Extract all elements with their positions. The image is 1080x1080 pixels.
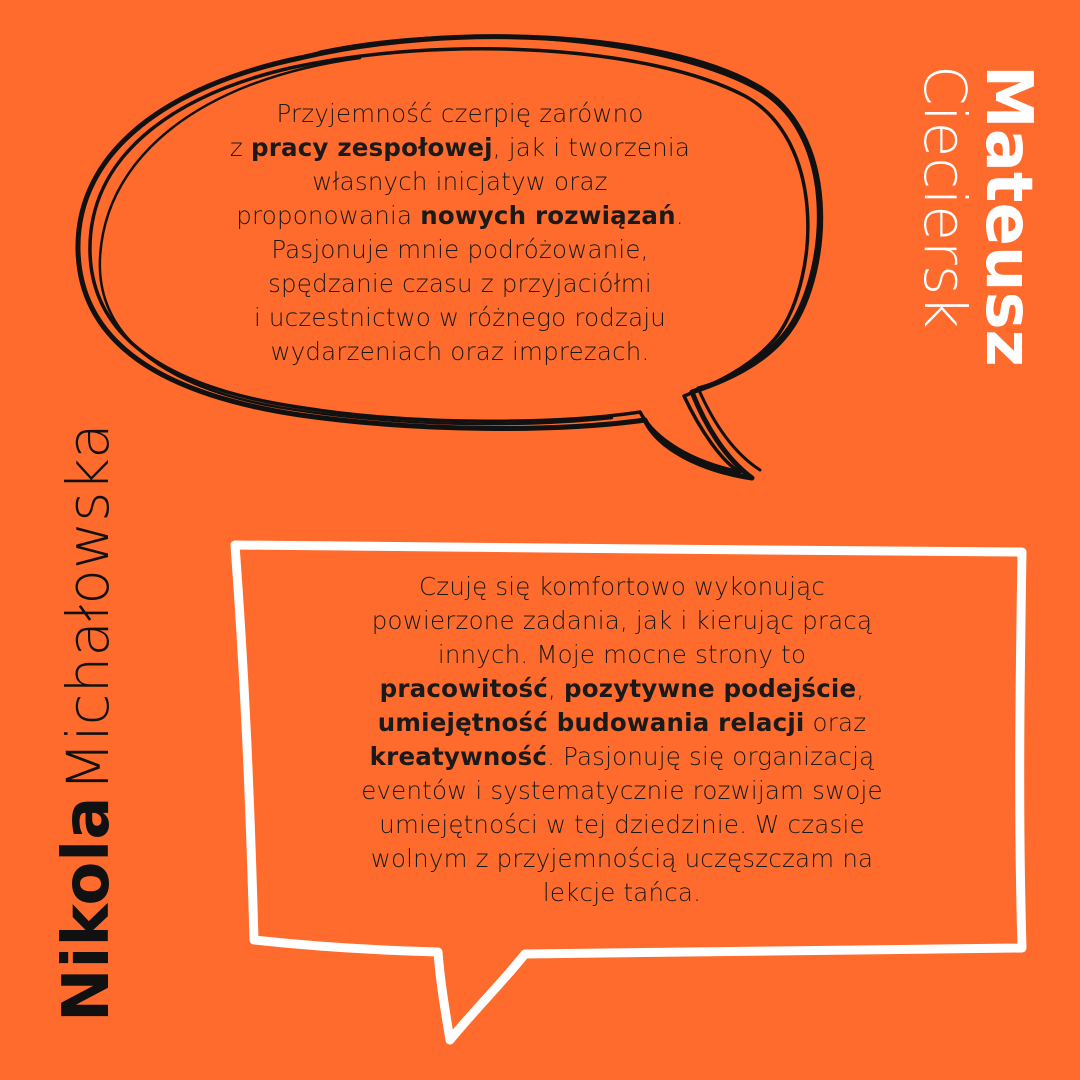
bio-line: proponowania nowych rozwiązań. xyxy=(236,201,684,230)
bio-line: umiejętności w tej dziedzinie. W czasie xyxy=(379,810,865,839)
bio-line: kreatywność. Pasjonuję się organizacją xyxy=(369,742,875,771)
bio-highlight: umiejętność budowania relacji xyxy=(377,708,805,737)
bottom-person-name xyxy=(50,423,124,1022)
top-first-name: Mateusz xyxy=(971,65,1045,367)
top-bio-text xyxy=(150,97,770,369)
bio-highlight: pozytywne podejście xyxy=(564,674,857,703)
bio-line: lekcje tańca. xyxy=(542,878,702,907)
bottom-first-name: Nikola xyxy=(50,796,124,1022)
top-last-name: Cieciersk xyxy=(911,65,979,329)
bio-line: Pasjonuje mnie podróżowanie, xyxy=(271,235,649,264)
bio-line: umiejętność budowania relacji oraz xyxy=(377,708,867,737)
bio-highlight: pracowitość xyxy=(379,674,549,703)
bio-line: wolnym z przyjemnością uczęszczam na xyxy=(370,844,874,873)
bio-highlight: nowych rozwiązań xyxy=(420,201,676,230)
bio-line: spędzanie czasu z przyjaciółmi xyxy=(268,269,652,298)
bio-line: z pracy zespołowej, jak i tworzenia xyxy=(229,133,691,162)
bottom-bio-text xyxy=(262,570,982,910)
top-person-name xyxy=(911,65,1045,367)
bio-line: własnych inicjatyw oraz xyxy=(312,167,608,196)
bio-line: innych. Moje mocne strony to xyxy=(437,640,807,669)
bio-highlight: kreatywność xyxy=(369,742,548,771)
bio-line: wydarzeniach oraz imprezach. xyxy=(270,337,650,366)
bio-highlight: pracy zespołowej xyxy=(250,133,493,162)
bio-line: powierzone zadania, jak i kierując pracą xyxy=(371,606,873,635)
bio-line: eventów i systematycznie rozwijam swoje xyxy=(361,776,883,805)
bottom-last-name: Michałowska xyxy=(54,423,122,792)
bio-line: Przyjemność czerpię zarówno xyxy=(276,99,644,128)
bio-line: pracowitość, pozytywne podejście, xyxy=(379,674,865,703)
bio-line: Czuję się komfortowo wykonując xyxy=(418,572,826,601)
bio-line: i uczestnictwo w różnego rodzaju xyxy=(253,303,667,332)
